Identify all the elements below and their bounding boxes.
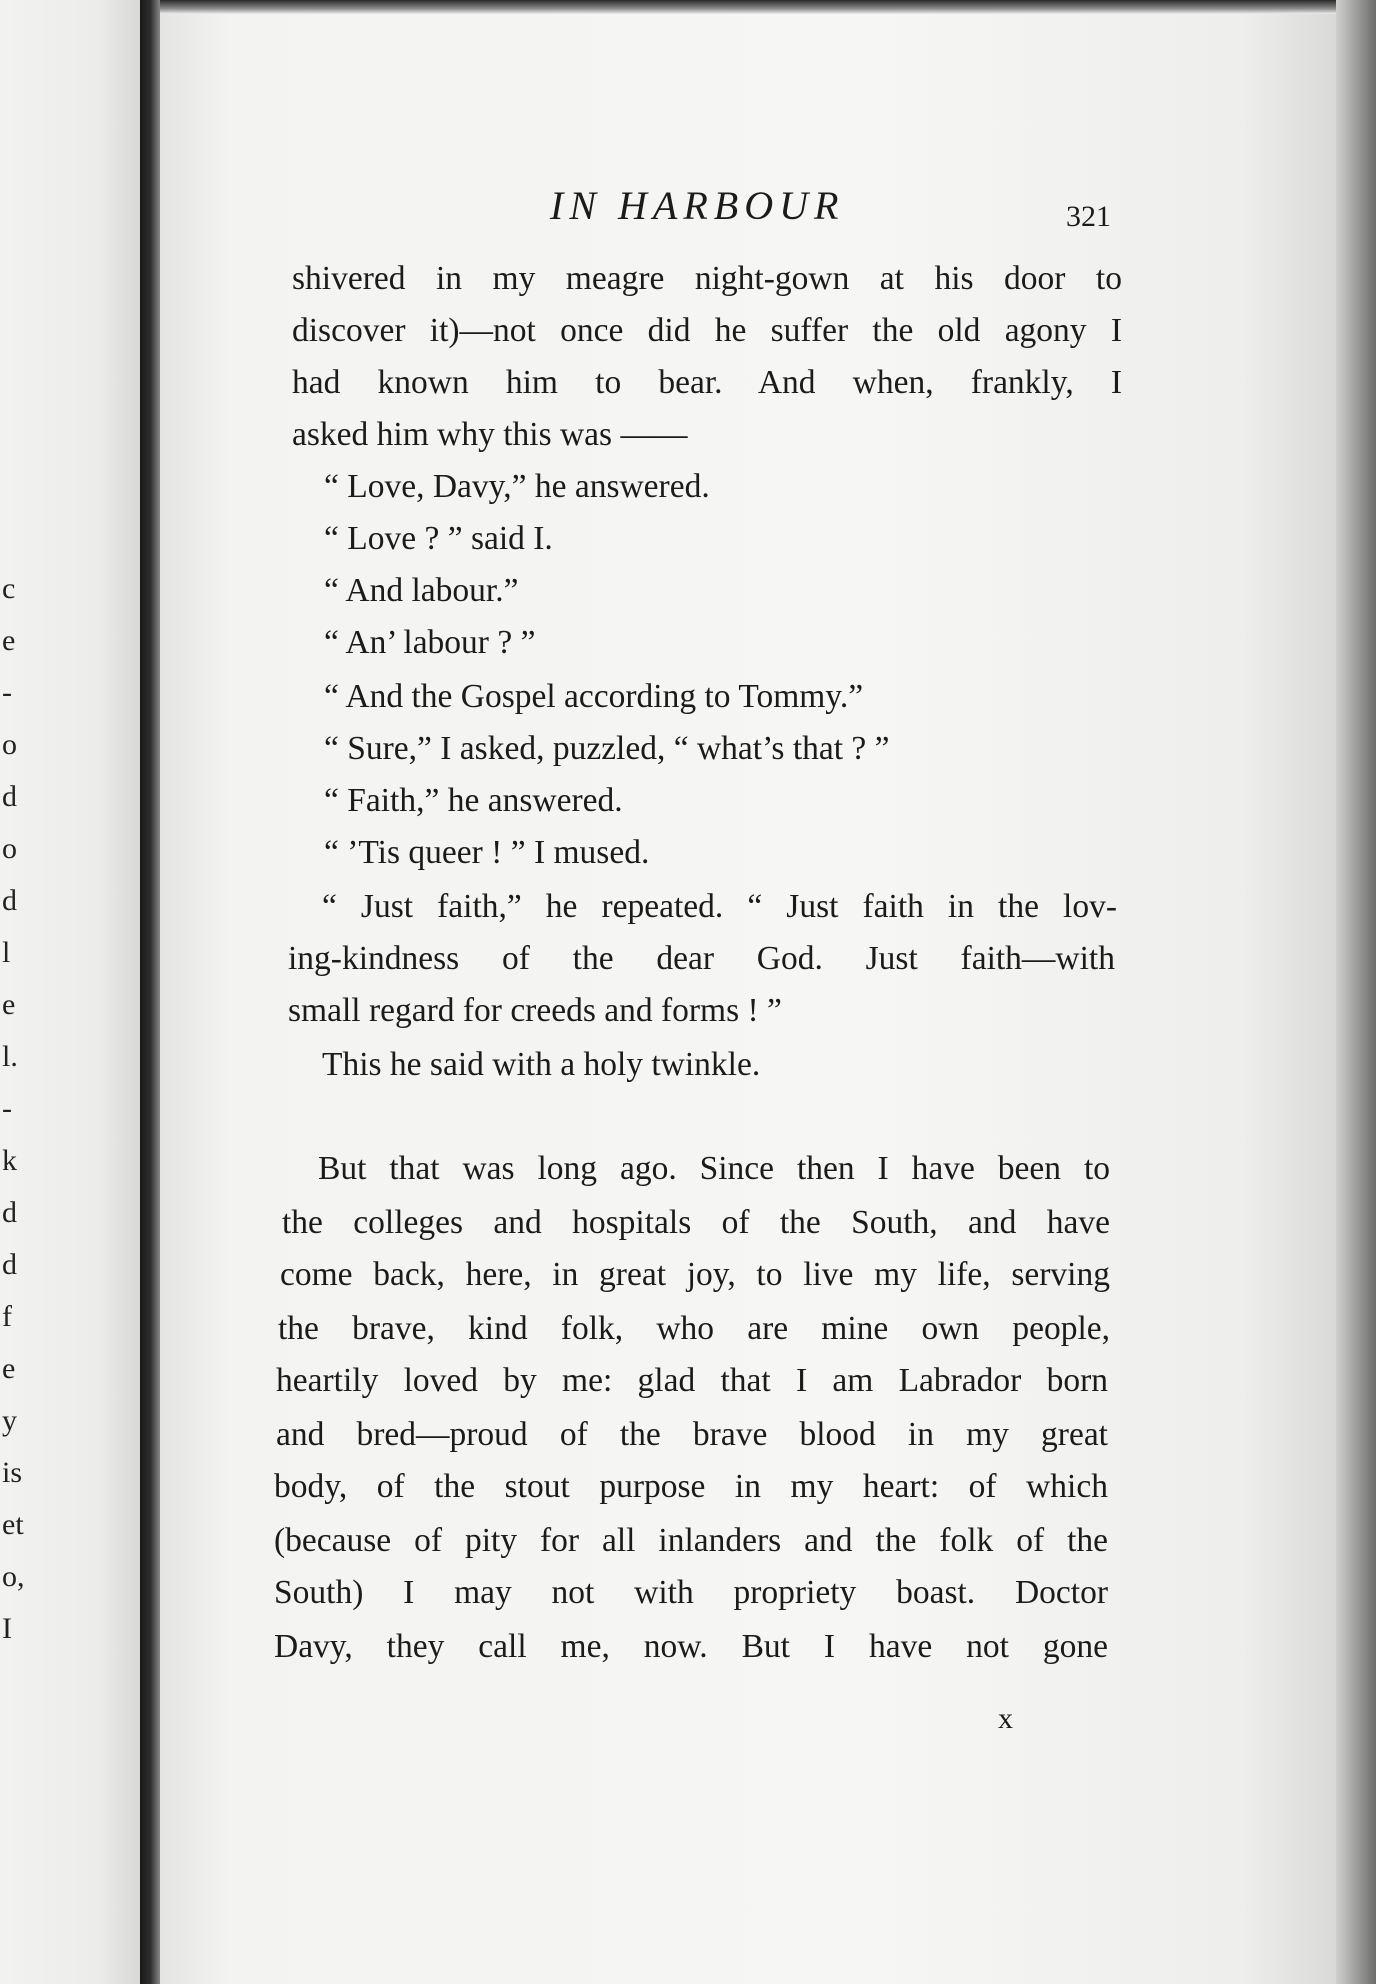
facing-page-edge <box>0 0 140 1984</box>
edge-letter: o <box>2 728 17 761</box>
text-line: ing-kindness of the dear God. Just faith—with <box>288 940 1115 977</box>
edge-letter: y <box>2 1404 17 1437</box>
text-line: “ Love, Davy,” he answered. <box>324 468 710 505</box>
text-line: shivered in my meagre night-gown at his door to <box>292 260 1122 297</box>
edge-letter: - <box>2 676 12 709</box>
edge-letter: f <box>2 1300 12 1333</box>
text-line: “ Love ? ” said I. <box>324 520 553 557</box>
edge-letter: l <box>2 936 11 969</box>
edge-letter: d <box>2 1196 17 1229</box>
signature-mark: x <box>998 1702 1013 1735</box>
edge-letter: d <box>2 1248 17 1281</box>
text-line: heartily loved by me: glad that I am Labrador born <box>276 1362 1108 1399</box>
running-head: IN HARBOUR <box>550 183 845 228</box>
text-line: South) I may not with propriety boast. Doctor <box>274 1574 1108 1611</box>
edge-letter: e <box>2 988 16 1021</box>
edge-letter: is <box>2 1456 23 1489</box>
text-line: “ And the Gospel according to Tommy.” <box>324 678 864 715</box>
text-line: “ ’Tis queer ! ” I mused. <box>324 834 650 871</box>
text-line: discover it)—not once did he suffer the old agony I <box>292 312 1122 349</box>
page-right-edge <box>1336 0 1376 1984</box>
page-number: 321 <box>1066 200 1111 233</box>
edge-letter: k <box>2 1144 17 1177</box>
text-line: “ An’ labour ? ” <box>324 624 536 661</box>
edge-letter: e <box>2 624 16 657</box>
text-line: But that was long ago. Since then I have been to <box>318 1150 1110 1187</box>
edge-letter: o, <box>2 1560 25 1593</box>
text-line: small regard for creeds and forms ! ” <box>288 992 782 1029</box>
text-line: “ Sure,” I asked, puzzled, “ what’s that ? ” <box>324 730 890 767</box>
text-line: had known him to bear. And when, frankly, I <box>292 364 1122 401</box>
text-line: the brave, kind folk, who are mine own people, <box>278 1310 1110 1347</box>
edge-letter: d <box>2 780 17 813</box>
edge-letter: e <box>2 1352 16 1385</box>
text-line: body, of the stout purpose in my heart: of which <box>274 1468 1108 1505</box>
text-line: and bred—proud of the brave blood in my great <box>276 1416 1108 1453</box>
page-top-shadow <box>160 0 1376 14</box>
text-line: “ Faith,” he answered. <box>324 782 623 819</box>
text-line: come back, here, in great joy, to live my life, serving <box>280 1256 1110 1293</box>
text-line: “ And labour.” <box>324 572 519 609</box>
edge-letter: - <box>2 1092 12 1125</box>
text-line: This he said with a holy twinkle. <box>322 1046 761 1083</box>
text-line: “ Just faith,” he repeated. “ Just faith in the lov- <box>322 888 1117 925</box>
text-line: the colleges and hospitals of the South, and have <box>282 1204 1110 1241</box>
edge-letter: d <box>2 884 17 917</box>
text-line: Davy, they call me, now. But I have not gone <box>274 1628 1108 1665</box>
edge-letter: c <box>2 572 16 605</box>
edge-letter: I <box>2 1612 12 1645</box>
text-line: asked him why this was —— <box>292 416 688 453</box>
text-line: (because of pity for all inlanders and the folk of the <box>274 1522 1108 1559</box>
edge-letter: l. <box>2 1040 18 1073</box>
edge-letter: o <box>2 832 17 865</box>
edge-letter: et <box>2 1508 24 1541</box>
